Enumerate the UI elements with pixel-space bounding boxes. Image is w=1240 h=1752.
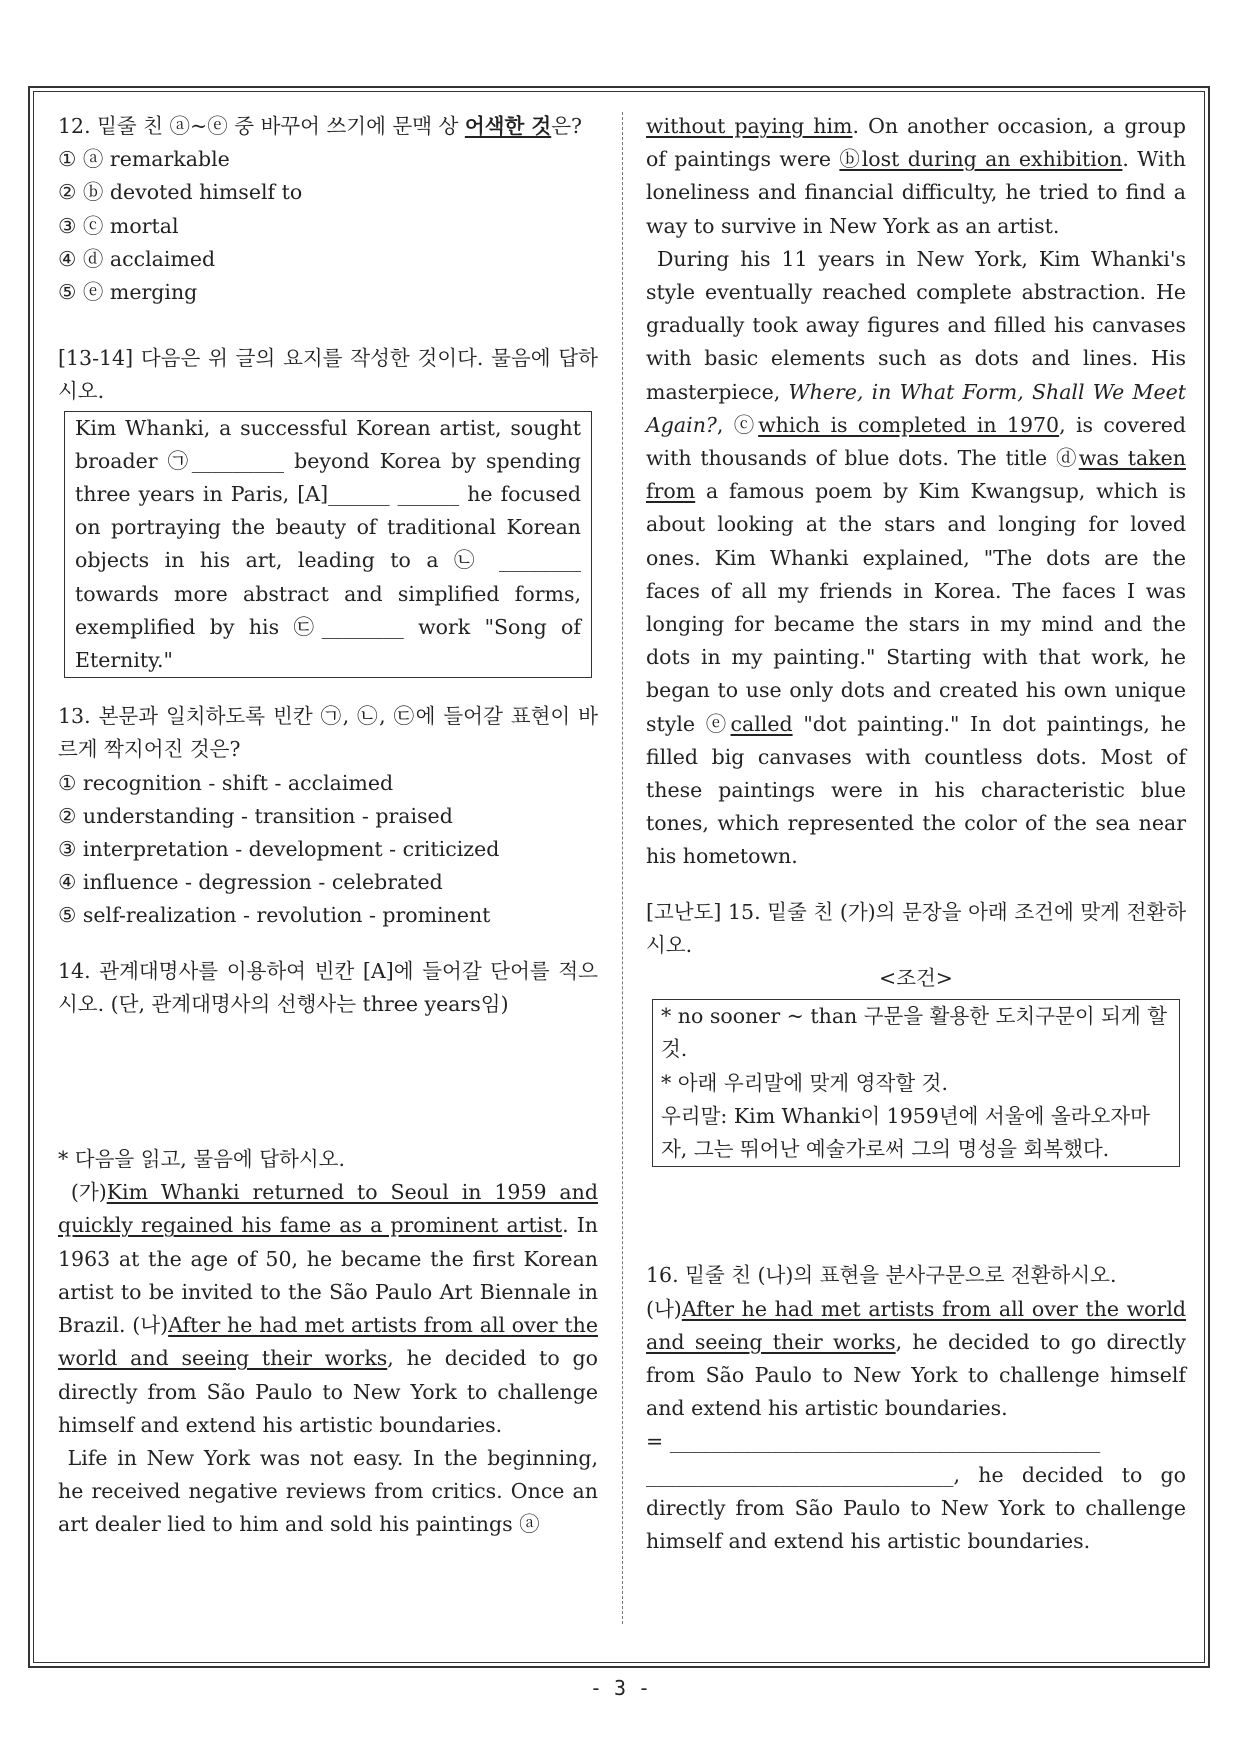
underline-b: ⓑlost during an exhibition (839, 147, 1123, 172)
q13-option-4: ④ influence - degression - celebrated (58, 870, 443, 895)
underline-c: which is completed in 1970 (758, 412, 1060, 437)
q12-option-3: ③ ⓒ mortal (58, 213, 179, 238)
condition-box (652, 999, 1180, 1167)
condition-title: <조건> (879, 966, 953, 991)
passage-paragraph-1: (가)Kim Whanki returned to Seoul in 1959 and quickly regained his fame as a prominent artist. In 1963 at the age of 50, he became the first Korean artist to be invited to the São Paulo Art Biennale in Brazil. (나)After he had met artists from all over the world and seeing their works, he decided to go directly from São Paulo to New York to challenge himself and extend his artistic boundaries. (58, 1180, 599, 1437)
artwork-title: Where, in What Form, Shall We Meet Again? (646, 379, 1186, 437)
q16-stem: 16. 밑줄 친 (나)의 표현을 분사구문으로 전환하시오. (646, 1263, 1117, 1288)
answer-line-2: ______________________________, he decided to go directly from São Paulo to New York to challenge himself and extend his artistic boundaries. (646, 1462, 1186, 1553)
answer-blank-2[interactable]: ______________________________, (646, 1462, 961, 1487)
sentence-na: After he had met artists from all over the world and seeing their works (58, 1313, 598, 1371)
underline-a: without paying him (646, 114, 853, 138)
q12-option-2: ② ⓑ devoted himself to (58, 180, 303, 205)
q14-stem: 14. 관계대명사를 이용하여 빈칸 [A]에 들어갈 단어를 적으시오. (단, 관계대명사의 선행사는 three years임) (58, 958, 598, 1016)
passage-paragraph-3: During his 11 years in New York, Kim Whanki's style eventually reached complete abstraction. He gradually took away figures and filled his canvases with basic elements such as dots and lines. His masterpiece, Where, in What Form, Shall We Meet Again?, ⓒwhich is completed in 1970, is covered with thousands of blue dots. The title ⓓwas taken from a famous poem by Kim Kwangsup, which is about looking at the stars and longing for loved ones. Kim Whanki explained, "The dots are the faces of all my friends in Korea. The faces I was longing for became the stars in my mind and the dots in my painting." Starting with that work, he began to use only dots and created his own unique style ⓔcalled "dot painting." In dot paintings, he filled big canvases with countless dots. Most of these paintings were in his characteristic blue tones, which represented the color of the sea near his hometown. (646, 246, 1186, 869)
q12-option-5: ⑤ ⓔ merging (58, 280, 198, 305)
passage-paragraph-2-end: without paying him. On another occasion, a group of paintings were ⓑlost during an exhibition. With loneliness and financial difficulty, he tried to find a way to survive in New York as an artist. (646, 114, 1186, 238)
q15-stem: [고난도] 15. 밑줄 친 (가)의 문장을 아래 조건에 맞게 전환하시오. (646, 899, 1186, 957)
page-number: - 3 - (589, 1676, 651, 1700)
q13-option-3: ③ interpretation - development - criticized (58, 837, 500, 862)
q13-option-2: ② understanding - transition - praised (58, 803, 453, 828)
right-column (646, 110, 1186, 1558)
q16-sentence: (나)After he had met artists from all over the world and seeing their works, he decided to go directly from São Paulo to New York to challenge himself and extend his artistic boundaries. (646, 1296, 1186, 1421)
q13-14-intro: [13-14] 다음은 위 글의 요지를 작성한 것이다. 물음에 답하시오. (58, 346, 598, 404)
underline-e: called (730, 711, 793, 736)
left-column (58, 110, 598, 1542)
underline-d: was taken from (646, 446, 1186, 504)
passage-intro: * 다음을 읽고, 물음에 답하시오. (58, 1147, 345, 1172)
q13-stem: 13. 본문과 일치하도록 빈칸 ㉠, ㉡, ㉢에 들어갈 표현이 바르게 짝지어진 것은? (58, 704, 598, 762)
q13-option-5: ⑤ self-realization - revolution - prominent (58, 903, 491, 928)
summary-text: Kim Whanki, a successful Korean artist, sought broader ㉠_________ beyond Korea by spending three years in Paris, [A]______ ______ he focused on portraying the beauty of traditional Korean objects in his art, leading to a ㉡ ________ towards more abstract and simplified forms, exemplified by his ㉢________ work "Song of Eternity." (75, 415, 581, 673)
q16-underline: After he had met artists from all over the world and seeing their works (646, 1296, 1186, 1354)
q12-option-4: ④ ⓓ acclaimed (58, 246, 216, 271)
q12-option-1: ① ⓐ remarkable (58, 147, 230, 172)
condition-1: * no sooner ~ than 구문을 활용한 도치구문이 되게 할 것. (661, 1004, 1168, 1062)
q13-option-1: ① recognition - shift - acclaimed (58, 770, 394, 795)
condition-3: 우리말: Kim Whanki이 1959년에 서울에 올라오자마자, 그는 뛰어난 예술가로써 그의 명성을 회복했다. (661, 1103, 1150, 1162)
answer-blank-1[interactable]: = __________________________________________ (646, 1429, 1101, 1454)
column-divider (622, 112, 623, 1624)
sentence-ga: Kim Whanki returned to Seoul in 1959 and quickly regained his fame as a prominent artist (58, 1180, 598, 1238)
condition-2: * 아래 우리말에 맞게 영작할 것. (661, 1070, 948, 1095)
summary-box (64, 411, 592, 679)
passage-paragraph-2-start: Life in New York was not easy. In the beginning, he received negative reviews from critics. Once an art dealer lied to him and sold his paintings ⓐ (58, 1445, 598, 1537)
q12-stem: 12. 밑줄 친 ⓐ~ⓔ 중 바꾸어 쓰기에 문맥 상 어색한 것은? (58, 114, 583, 138)
